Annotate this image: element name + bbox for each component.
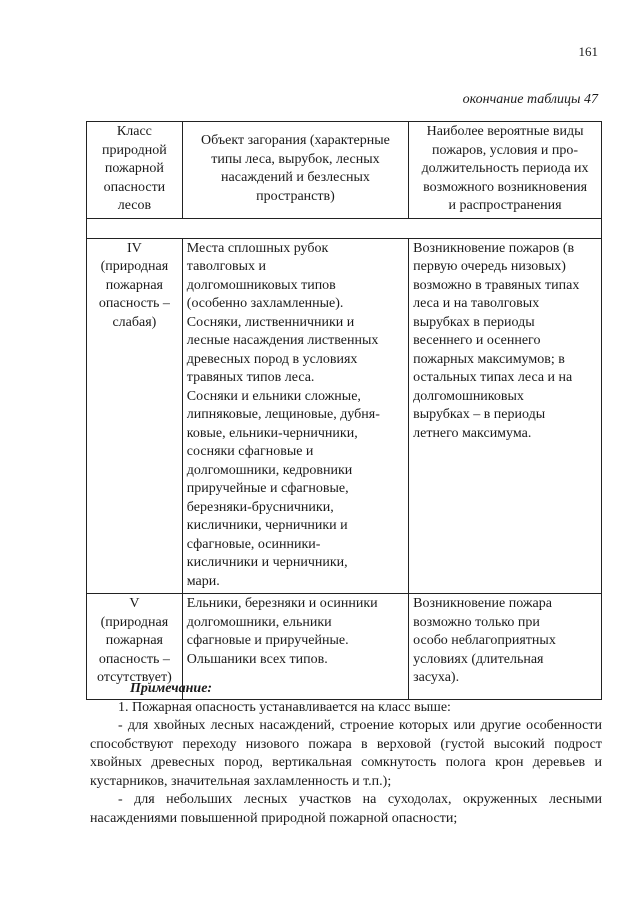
header-fires: Наиболее вероятные виды пожаров, условия и про- должительность периода их возможного возникновения и распространения (409, 122, 602, 219)
header-object: Объект загорания (характерные типы леса, вырубок, лесных насаждений и безлесных пространств) (182, 122, 408, 219)
note-block (90, 680, 602, 828)
note-item-2: - для хвойных лесных насаждений, строение которых или другие особенности способствуют переходу низового пожара в верховой (густой высокий подрост хвойных древесных пород, вертикальная сомкнутость полога крон деревьев и кустарников, значительная захламленность и т.п.); (90, 718, 602, 789)
table-spacer-row (87, 218, 602, 238)
fire-danger-table (86, 121, 602, 700)
row-fires-cell: Возникновение пожаров (в первую очередь низовых) возможно в травяных типах леса и на таволговых вырубках в периоды весеннего и осеннего пожарных максимумов; в остальных типах леса и на долгомошниковых вырубках – в периоды летнего максимума. (409, 238, 602, 594)
row-objects-cell: Ельники, березняки и осинники долгомошники, ельники сфагновые и приручейные. Ольшаники всех типов. (182, 594, 408, 700)
note-item-3: - для небольших лесных участков на суходолах, окруженных лесными насаждениями повышенной природной пожарной опасности; (90, 792, 602, 826)
table-header-row (87, 122, 602, 219)
row-objects-cell: Места сплошных рубок таволговых и долгомошниковых типов (особенно захламленные). Сосняки, лиственничники и лесные насаждения лиственных древесных пород в условиях травяных типов леса. Сосняки и ельники сложные, липняковые, лещиновые, дубня- ковые, ельники-черничники, сосняки сфагновые и долгомошники, кедровники приручейные и сфагновые, березняки-брусничники, кисличники, черничники и сфагновые, осинники- кисличники и черничники, мари. (182, 238, 408, 594)
row-class-cell: IV (природная пожарная опасность – слабая) (87, 238, 183, 594)
spacer-cell (87, 218, 602, 238)
table-row (87, 238, 602, 594)
page-number: 161 (578, 44, 598, 59)
note-item-1: 1. Пожарная опасность устанавливается на класс выше: (118, 699, 451, 715)
row-fires-cell: Возникновение пожара возможно только при особо неблагоприятных условиях (длительная засуха). (409, 594, 602, 700)
header-class: Класс природной пожарной опасности лесов (87, 122, 183, 219)
note-title: Примечание: (130, 681, 213, 696)
row-class-cell: V (природная пожарная опасность – отсутствует) (87, 594, 183, 700)
table-continuation-label: окончание таблицы 47 (462, 92, 598, 107)
